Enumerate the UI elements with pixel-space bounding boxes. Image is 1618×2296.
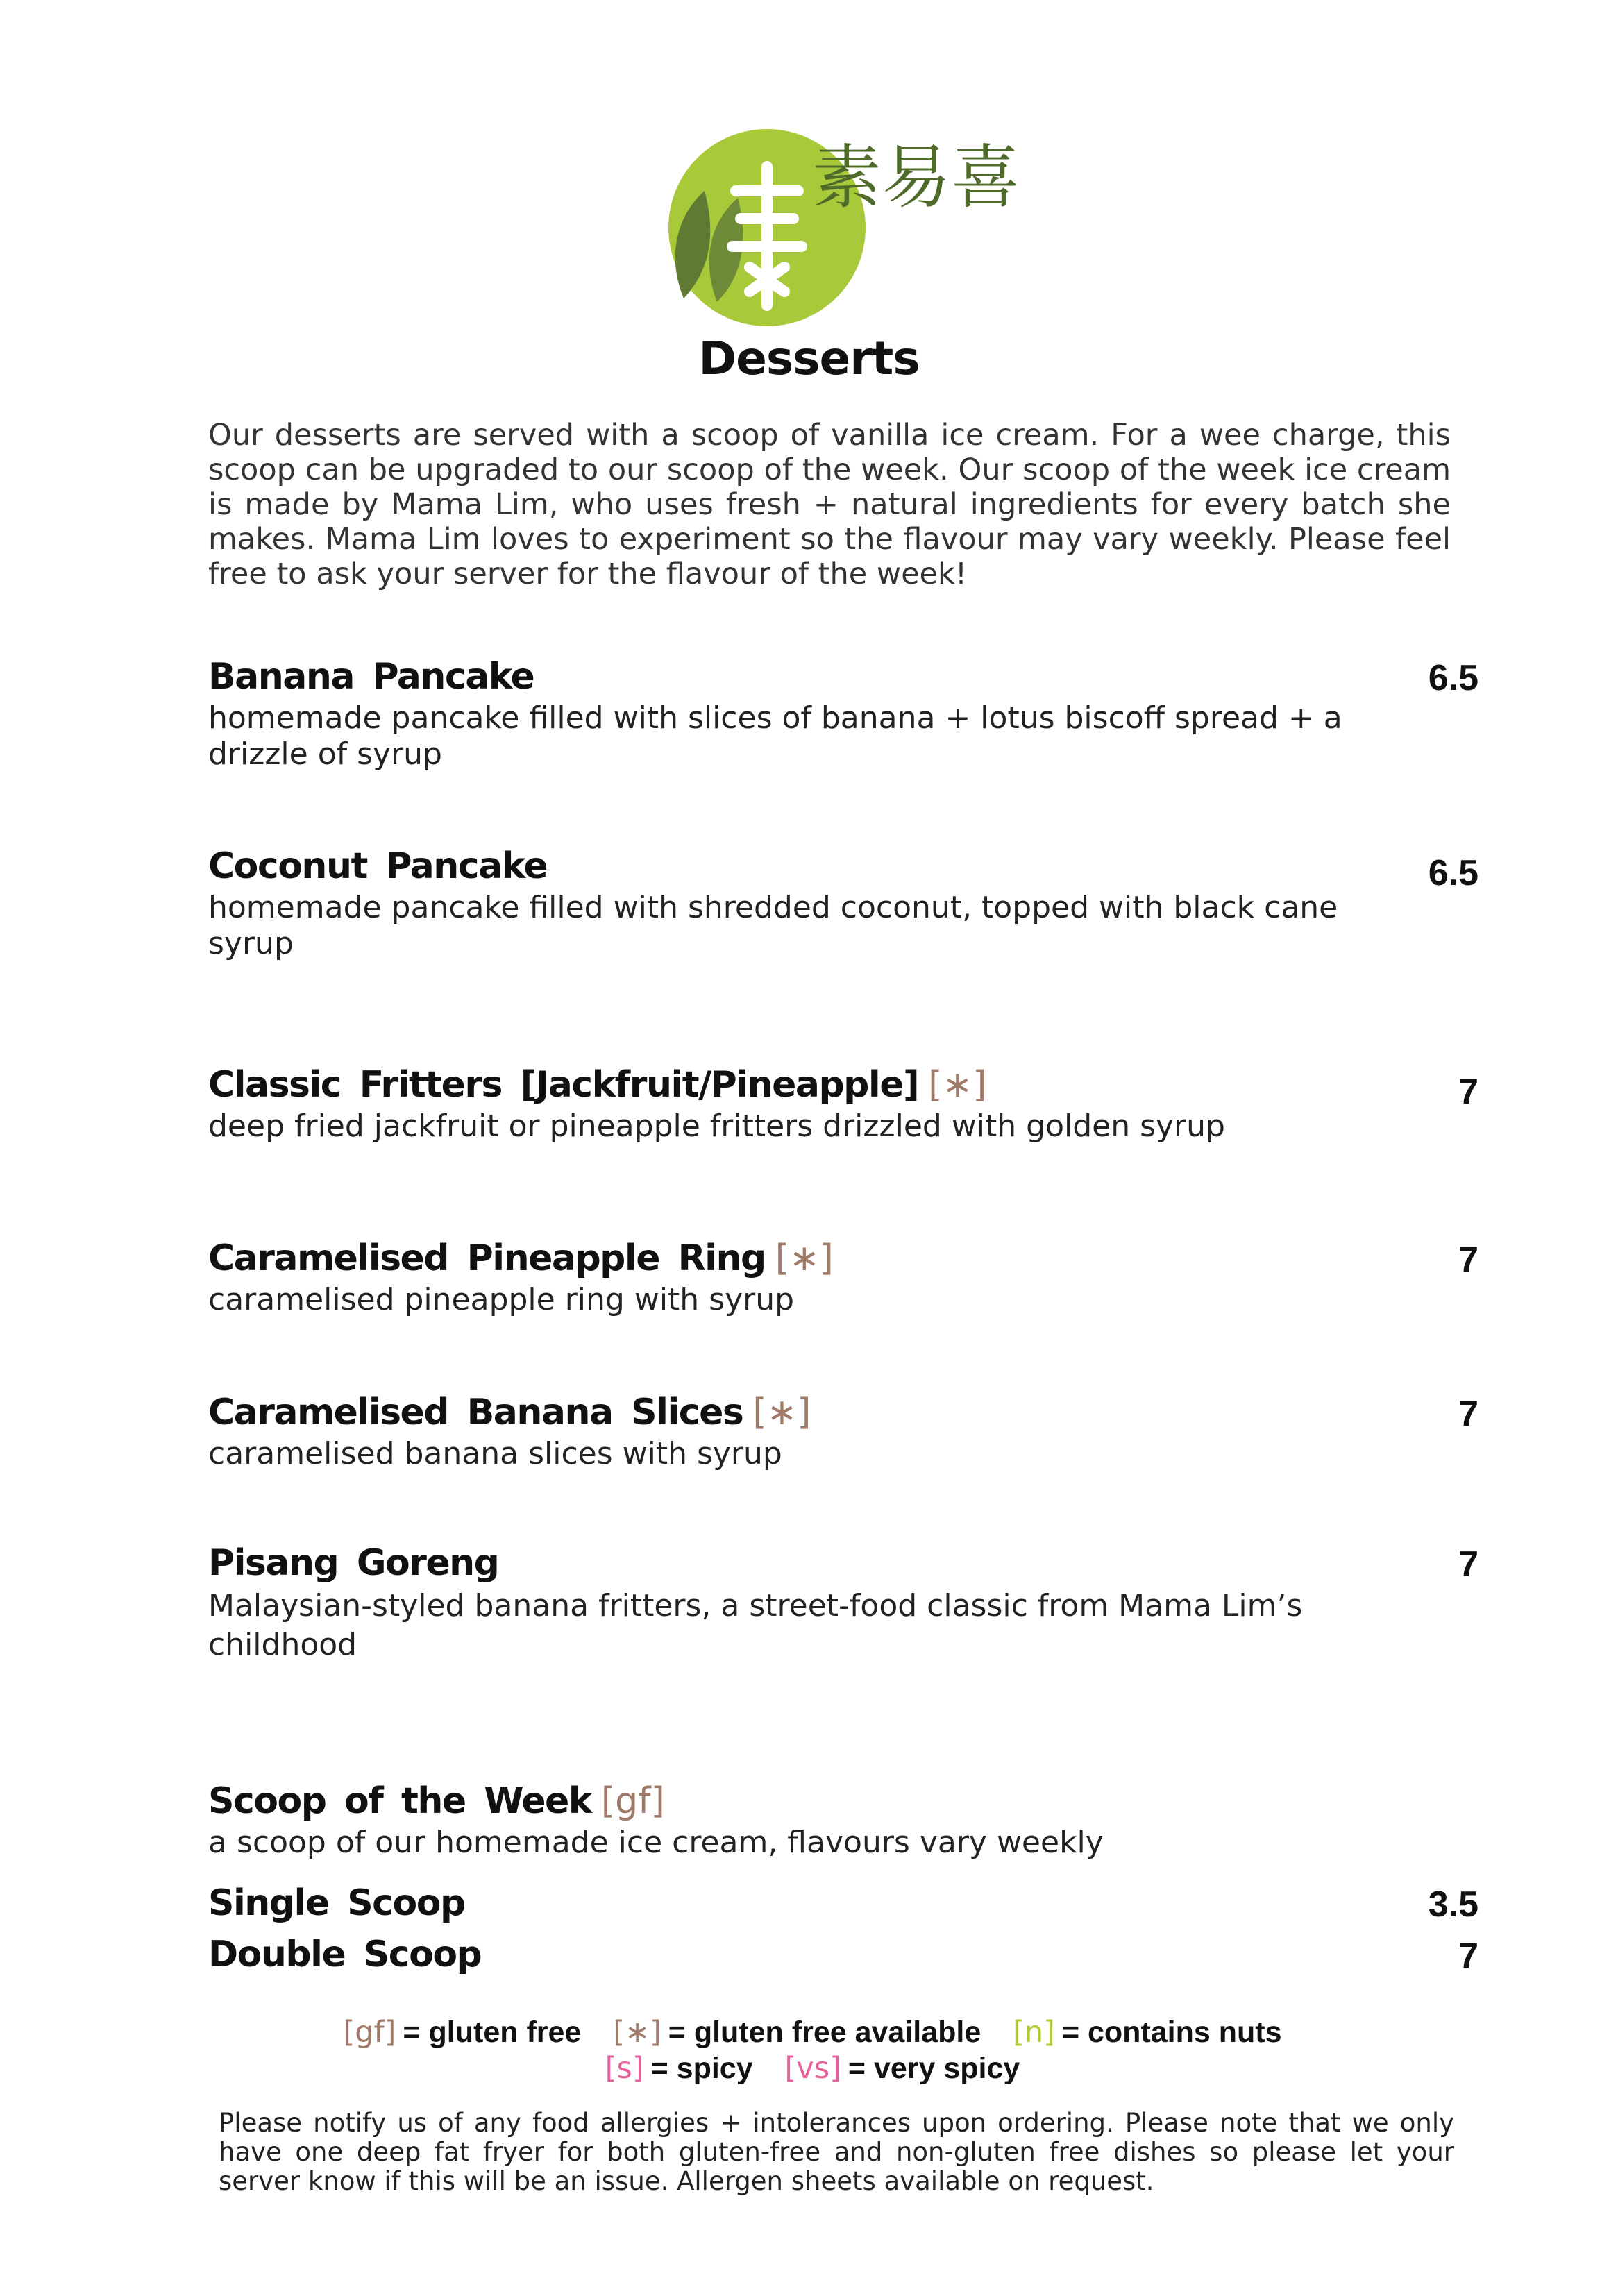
menu-item	[208, 1392, 1478, 1472]
leaf-circle-logo-icon	[663, 125, 1020, 333]
legend-spicy-symbol: [s]	[605, 2051, 644, 2086]
logo	[663, 125, 1020, 333]
menu-item	[208, 1064, 1478, 1145]
item-description: caramelised pineapple ring with syrup	[208, 1282, 795, 1317]
item-price: 6.5	[1428, 853, 1478, 893]
legend-very-spicy-text: = very spicy	[848, 2052, 1020, 2085]
menu-item	[208, 656, 1478, 773]
gluten-free-available-tag: [∗]	[775, 1238, 834, 1279]
scoop-option	[208, 1934, 1478, 1982]
menu-item	[208, 845, 1478, 962]
item-description: homemade pancake filled with slices of banana + lotus biscoff spread + a drizzle of syrup	[208, 700, 1342, 772]
scoop-option-name: Single Scoop	[208, 1882, 465, 1924]
legend-spicy-text: = spicy	[650, 2052, 753, 2085]
item-price: 7	[1458, 1240, 1478, 1280]
item-price: 7	[1458, 1544, 1478, 1585]
item-name: Banana Pancake	[208, 656, 534, 698]
page-title: Desserts	[698, 332, 920, 385]
item-name: Coconut Pancake	[208, 845, 548, 887]
legend-very-spicy-symbol: [vs]	[784, 2051, 841, 2086]
item-description: caramelised banana slices with syrup	[208, 1436, 782, 1471]
legend-gf-text: = gluten free	[403, 2016, 582, 2049]
item-name: Pisang Goreng	[208, 1542, 499, 1584]
legend-row-1	[0, 2015, 1618, 2050]
gluten-free-available-tag: [∗]	[928, 1064, 987, 1106]
item-description: Malaysian-styled banana fritters, a street-food classic from Mama Lim’s childhood	[208, 1588, 1303, 1662]
legend-nuts-symbol: [n]	[1013, 2015, 1055, 2050]
item-price: 7	[1458, 1394, 1478, 1434]
item-description: a scoop of our homemade ice cream, flavours vary weekly	[208, 1825, 1104, 1860]
gluten-free-tag: [gf]	[600, 1780, 665, 1822]
item-description: homemade pancake filled with shredded coconut, topped with black cane syrup	[208, 890, 1338, 961]
item-name: Caramelised Pineapple Ring [∗]	[208, 1238, 834, 1279]
item-name: Caramelised Banana Slices [∗]	[208, 1392, 811, 1433]
legend-gf-symbol: [gf]	[343, 2015, 396, 2050]
intro-text: Our desserts are served with a scoop of vanilla ice cream. For a wee charge, this scoop can be upgraded to our scoop of the week. Our scoop of the week ice cream is made by Mama Lim, who uses fresh + natural ingredients for every batch she makes. Mama Lim loves to experiment so the flavour may vary weekly. Please feel free to ask your server for the flavour of the week!	[208, 418, 1451, 591]
legend-row-2	[0, 2051, 1618, 2086]
brand-text-top: 素易喜	[812, 137, 1020, 218]
legend-gfa-symbol: [∗]	[613, 2015, 661, 2050]
scoop-option-name: Double Scoop	[208, 1934, 482, 1975]
menu-item	[208, 1542, 1478, 1664]
scoop-option	[208, 1882, 1478, 1931]
allergy-note: Please notify us of any food allergies + intolerances upon ordering. Please note that we only have one deep fat fryer for both gluten-free and non-gluten free dishes so please let your server know if this will be an issue. Allergen sheets available on request.	[219, 2108, 1454, 2196]
item-price: 7	[1458, 1072, 1478, 1112]
menu-item	[208, 1238, 1478, 1318]
item-description: deep fried jackfruit or pineapple fritters drizzled with golden syrup	[208, 1108, 1225, 1144]
item-name: Scoop of the Week [gf]	[208, 1780, 665, 1822]
legend-nuts-text: = contains nuts	[1061, 2016, 1282, 2049]
scoop-of-the-week	[208, 1780, 1478, 1861]
scoop-option-price: 7	[1458, 1936, 1478, 1976]
item-name: Classic Fritters [Jackfruit/Pineapple] [∗]	[208, 1064, 987, 1106]
gluten-free-available-tag: [∗]	[752, 1392, 811, 1433]
legend-gfa-text: = gluten free available	[668, 2016, 981, 2049]
item-price: 6.5	[1428, 658, 1478, 698]
scoop-option-price: 3.5	[1428, 1884, 1478, 1925]
